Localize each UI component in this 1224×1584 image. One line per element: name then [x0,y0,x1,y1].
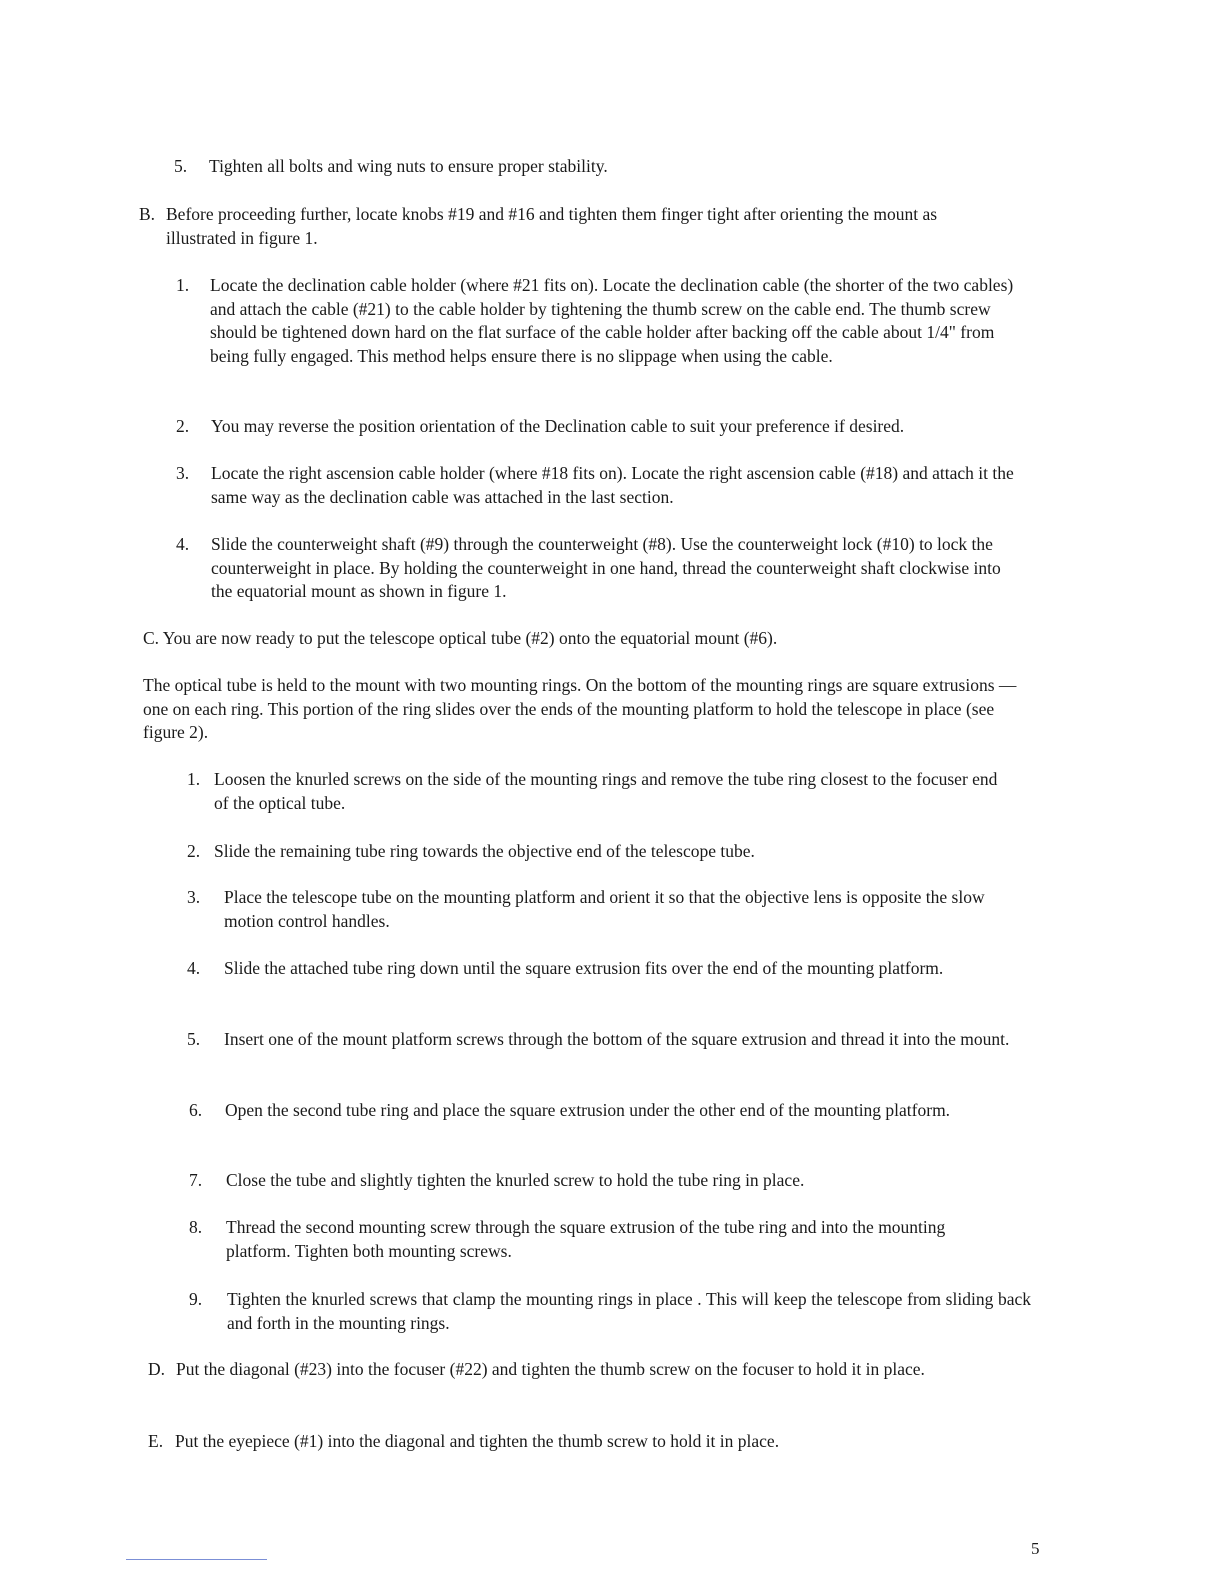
section-letter: D. [148,1359,166,1379]
step-number: 3. [187,887,201,907]
section-letter: E. [148,1431,164,1451]
section-letter: B. [139,204,156,224]
section-c-step-9 [189,1288,1031,1335]
step-text: Slide the counterweight shaft (#9) through the counterweight (#8). Use the counterweight lock (#10) to lock the counterweight in place. By holding the counterweight in one hand, thread the counterweight shaft clockwise into the equatorial mount as shown in figure 1. [211,534,1001,601]
step-text: Open the second tube ring and place the square extrusion under the other end of the mounting platform. [225,1100,951,1120]
page-number: 5 [1031,1539,1040,1558]
step-number: 8. [189,1217,203,1237]
section-b-step-3 [176,462,1024,509]
section-c-heading: C. You are now ready to put the telescope optical tube (#2) onto the equatorial mount (#6). [143,628,778,648]
step-text: Loosen the knurled screws on the side of the mounting rings and remove the tube ring closest to the focuser end of the optical tube. [214,769,998,813]
section-text: Before proceeding further, locate knobs #19 and #16 and tighten them finger tight after orienting the mount as illustrated in figure 1. [166,204,938,248]
step-number: 7. [189,1170,203,1190]
step-number: 4. [187,958,201,978]
section-b [139,203,969,250]
step-number: 1. [187,769,201,789]
step-text: Tighten the knurled screws that clamp the mounting rings in place . This will keep the telescope from sliding back and forth in the mounting rings. [227,1289,1031,1333]
step-text: Slide the remaining tube ring towards the objective end of the telescope tube. [214,841,755,861]
step-number: 5. [174,156,188,176]
step-number: 1. [176,275,190,295]
step-text: Locate the right ascension cable holder (where #18 fits on). Locate the right ascension cable (#18) and attach it the same way as the declination cable was attached in the last section. [211,463,1014,507]
section-c-step-8 [189,1216,1012,1263]
section-d [148,1358,988,1382]
step-text: Slide the attached tube ring down until the square extrusion fits over the end of the mounting platform. [224,958,944,978]
section-e [148,1430,988,1454]
section-c-step-7 [189,1169,1012,1193]
section-c-step-3 [187,886,1012,933]
footer-rule [126,1559,267,1560]
section-c-step-5 [187,1028,1027,1052]
step-number: 6. [189,1100,203,1120]
section-text: Put the eyepiece (#1) into the diagonal and tighten the thumb screw to hold it in place. [175,1431,780,1451]
section-b-step-1 [176,274,1024,368]
step-text: Locate the declination cable holder (where #21 fits on). Locate the declination cable (the shorter of the two cables) and attach the cable (#21) to the cable holder by tightening the thumb screw on the cable end. The thumb screw should be tightened down hard on the flat surface of the cable holder after backing off the cable about 1/4" from being fully engaged. This method helps ensure there is no slippage when using the cable. [210,275,1014,366]
step-text: Tighten all bolts and wing nuts to ensure proper stability. [209,156,608,176]
step-text: Close the tube and slightly tighten the knurled screw to hold the tube ring in place. [226,1170,805,1190]
step-text: Insert one of the mount platform screws through the bottom of the square extrusion and thread it into the mount. [224,1029,1010,1049]
section-b-step-2 [176,415,1024,439]
step-number: 3. [176,463,190,483]
section-c-intro: The optical tube is held to the mount with two mounting rings. On the bottom of the mounting rings are square extrusions — one on each ring. This portion of the ring slides over the ends of the mounting platform to hold the telescope in place (see figure 2). [143,675,1017,742]
section-c-step-2 [187,840,1002,864]
step-text: Thread the second mounting screw through the square extrusion of the tube ring and into the mounting platform. Tighten both mounting screws. [226,1217,946,1261]
step-number: 5. [187,1029,201,1049]
step-text: Place the telescope tube on the mounting platform and orient it so that the objective lens is opposite the slow motion control handles. [224,887,985,931]
step-number: 4. [176,534,190,554]
step-number: 9. [189,1289,203,1309]
section-text: Put the diagonal (#23) into the focuser (#22) and tighten the thumb screw on the focuser to hold it in place. [176,1359,925,1379]
step-number: 2. [176,416,190,436]
section-b-step-4 [176,533,1026,604]
step-text: You may reverse the position orientation of the Declination cable to suit your preference if desired. [211,416,905,436]
section-c-step-1 [187,768,1002,815]
step-a5 [174,155,1034,179]
section-c-step-6 [189,1099,1012,1123]
step-number: 2. [187,841,201,861]
section-c-step-4 [187,957,1012,981]
